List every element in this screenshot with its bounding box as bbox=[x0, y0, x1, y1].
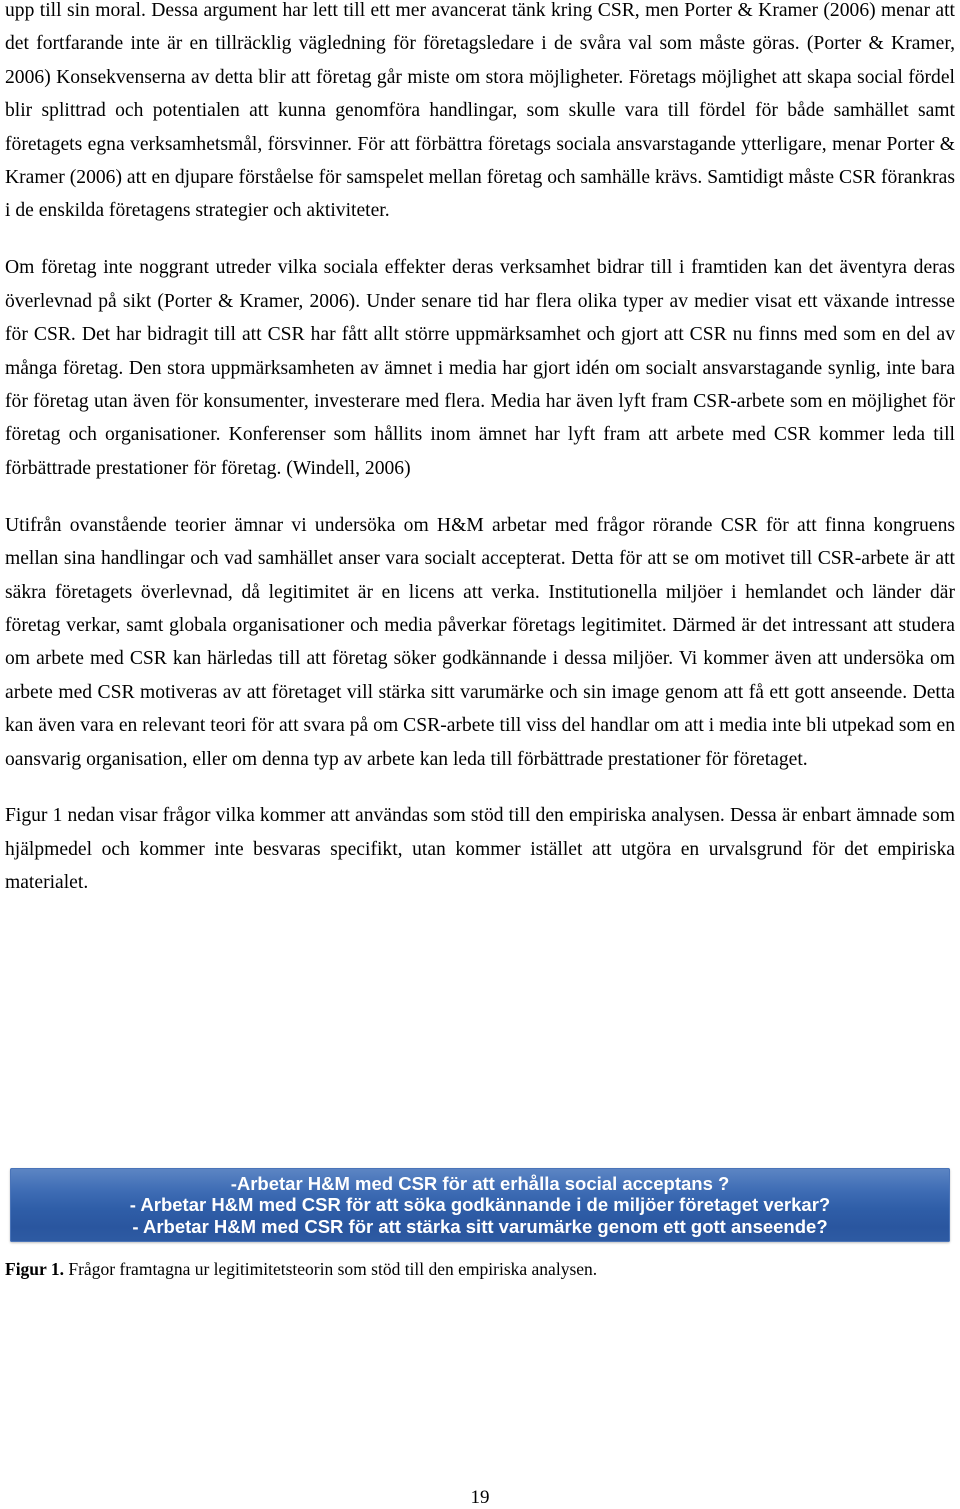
paragraph-research-aim: Utifrån ovanstående teorier ämnar vi undersöka om H&M arbetar med frågor rörande CSR för att finna kongruens mellan sina handlingar och vad samhället anser vara socialt accepterat. Detta för att se om motivet till CSR-arbete är att säkra företagets överlevnad, då legitimitet är en licens att verka. Institutionella miljöer i hemlandet och länder där företag verkar, samt globala organisationer och media påverkar företags legitimitet. Därmed är det intressant att studera om arbete med CSR kan härledas till att företag söker godkännande i dessa miljöer. Vi kommer även att undersöka om arbete med CSR motiveras av att företaget vill stärka sitt varumärke och sin image genom att få ett gott anseende. Detta kan även vara en relevant teori för att svara på om CSR-arbete till viss del handlar om att i media inte bli utpekad som en oansvarig organisation, eller om denna typ av arbete kan leda till förbättrade prestationer för företaget. bbox=[5, 514, 955, 770]
figure-caption-text: Frågor framtagna ur legitimitetsteorin som stöd till den empiriska analysen. bbox=[64, 1259, 598, 1279]
paragraph-figure-intro: Figur 1 nedan visar frågor vilka kommer att användas som stöd till den empiriska analysen. Dessa är enbart ämnade som hjälpmedel och kommer inte besvaras specifikt, utan kommer istället att utgöra en urvalsgrund för det empiriska materialet. bbox=[5, 805, 955, 894]
figure-question-2: - Arbetar H&M med CSR för att söka godkännande i de miljöer företaget verkar? bbox=[129, 1194, 831, 1216]
figure-caption bbox=[5, 1258, 597, 1280]
document-body bbox=[5, 0, 955, 900]
figure-question-3: - Arbetar H&M med CSR för att stärka sitt varumärke genom ett gott anseende? bbox=[132, 1215, 828, 1237]
paragraph-porter-kramer: upp till sin moral. Dessa argument har lett till ett mer avancerat tänk kring CSR, men Porter & Kramer (2006) menar att det fortfarande inte är en tillräcklig vägledning för företagsledare i de svåra val som måste göras. (Porter & Kramer, 2006) Konsekvenserna av detta blir att företag går miste om stora möjligheter. Företags möjlighet att skapa social fördel blir splittrad och potentialen att kunna genomföra handlingar, som skulle vara till fördel för både samhället samt företagets egna verksamhetsmål, försvinner. För att förbättra företags sociala ansvarstagande ytterligare, menar Porter & Kramer (2006) att en djupare förståelse för samspelet mellan företag och samhälle krävs. Samtidigt måste CSR förankras i de enskilda företagens strategier och aktiviteter. bbox=[5, 0, 955, 222]
figure-questions-box bbox=[10, 1168, 950, 1242]
figure-question-1: -Arbetar H&M med CSR för att erhålla social acceptans ? bbox=[230, 1172, 730, 1194]
paragraph-media-interest: Om företag inte noggrant utreder vilka sociala effekter deras verksamhet bidrar till i framtiden kan det äventyra deras överlevnad på sikt (Porter & Kramer, 2006). Under senare tid har flera olika typer av medier visat ett växande intresse för CSR. Det har bidragit till att CSR har fått allt större uppmärksamhet och gjort att CSR nu finns med som en del av många företag. Den stora uppmärksamheten av ämnet i media har gjort idén om socialt ansvarstagande synlig, inte bara för företag utan även för konsumenter, investerare med flera. Media har även lyft fram CSR-arbete som en möjlighet för företag och organisationer. Konferenser som hållits inom ämnet har lyft fram att arbete med CSR kommer leda till förbättrade prestationer för företag. (Windell, 2006) bbox=[5, 257, 955, 479]
page-number: 19 bbox=[470, 1487, 490, 1508]
figure-caption-label: Figur 1. bbox=[5, 1259, 64, 1279]
